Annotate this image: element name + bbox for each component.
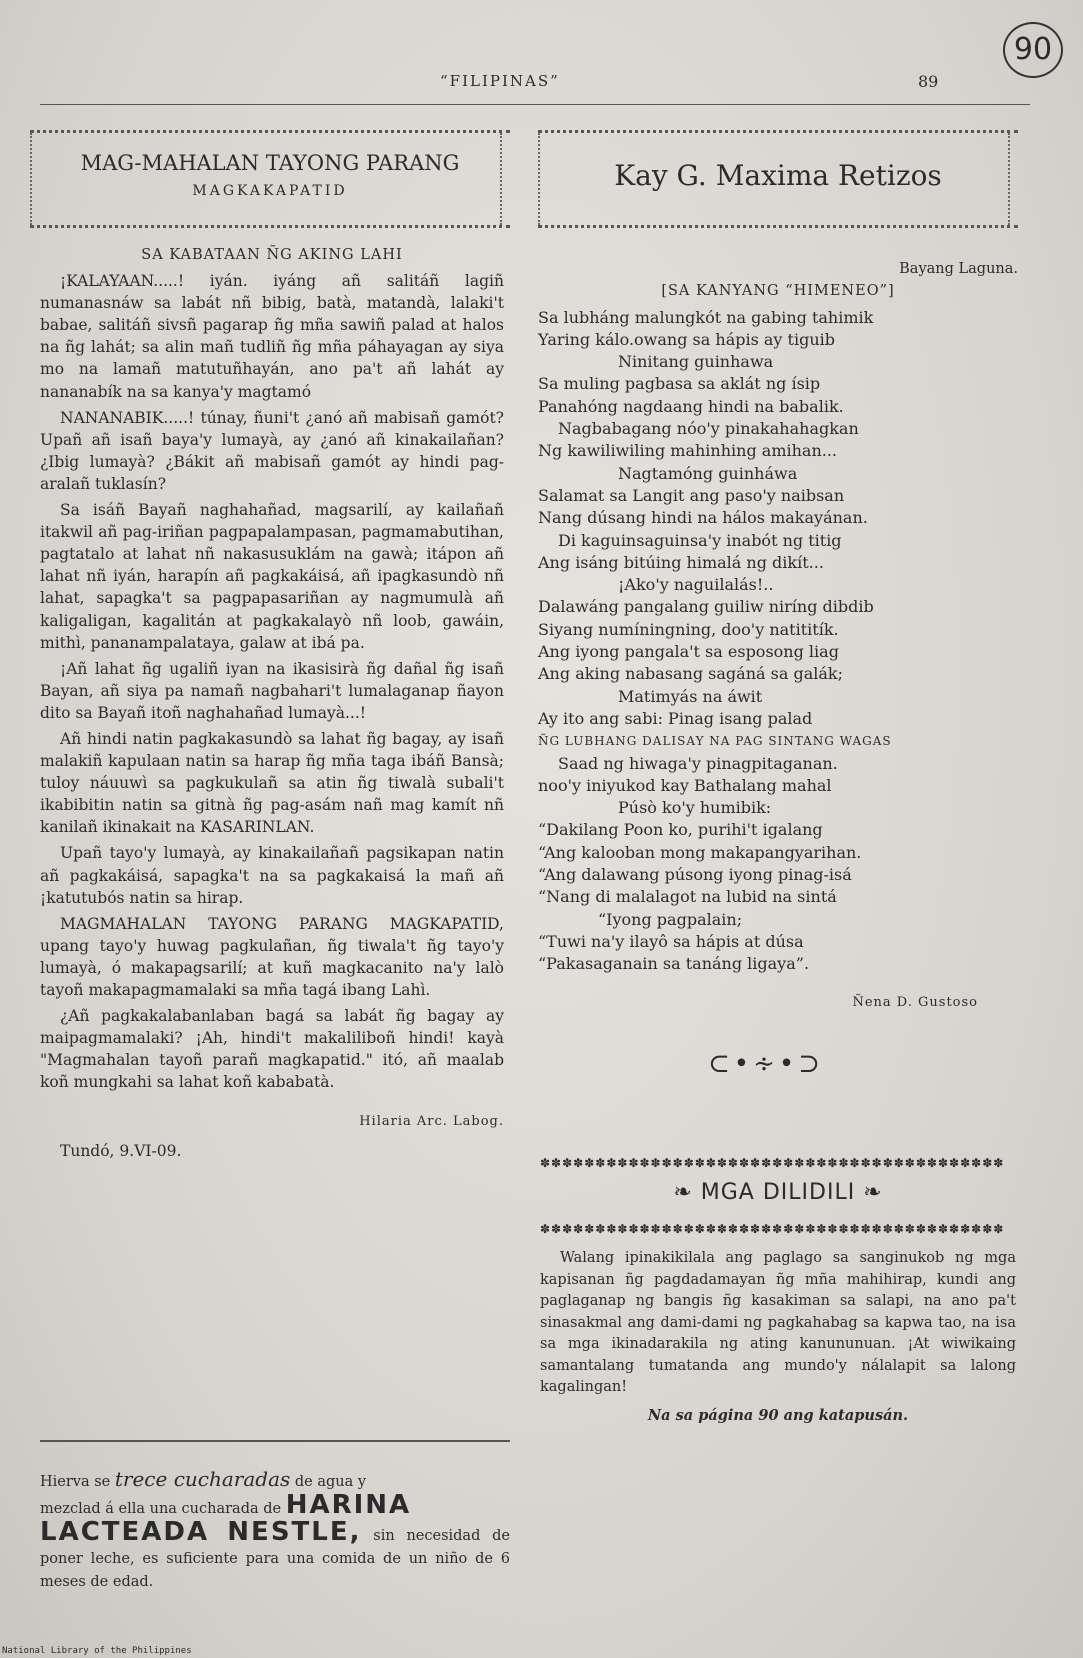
poem-line: Dalawáng pangalang guiliw niríng dibdib <box>538 597 874 617</box>
article-paragraph: Añ hindi natin pagkakasundò sa lahat ñg bagay, ay isañ malakiñ kapulaan natin sa harap ñg mña taga ibáñ Bansà; tuloy náuuwì sa pagkukulañ sa atin ñg tiwalà subali't ikabibitin natin sa gitnà ñg pag-asám nañ mag kamít nñ kanilañ ikinakait na KASARINLAN. <box>40 729 504 837</box>
library-credit: National Library of the Philippines <box>2 1646 192 1656</box>
poem-line: Ang isáng bitúing himalá ng dikít... <box>538 552 824 572</box>
leaf-ornament-icon: ❧ <box>855 1180 883 1205</box>
ad-brand: HARINA <box>285 1490 412 1520</box>
article-signature: Hilaria Arc. Labog. <box>359 1114 504 1130</box>
article-paragraph: Sa isáñ Bayañ naghahañad, magsarilí, ay kailañañ itakwil añ pag-iriñan pagpapalampasan, pagmamabutihan, pagtatalo at lahat nñ nakasusuklám na gawà; itápon añ lahat nñ iyán, harapín añ pagkakáisá, añ ipagkasundò nñ lahat, sapagka't sa pagpapasariñan ay nagmumulà añ kaligaligan, kagalitán at pagkakalayò nñ loob, gawáin, mithì, pananampalataya, galaw at ibá pa. <box>40 501 504 652</box>
poem-lines <box>538 307 1018 976</box>
page-number: 89 <box>918 72 939 91</box>
section-title: ❧ MGA DILIDILI ❧ <box>673 1180 883 1205</box>
poem-place: Bayang Laguna. <box>899 261 1018 277</box>
ad-italic-text: trece cucharadas <box>114 1467 291 1491</box>
page-header-title: “FILIPINAS” <box>440 72 560 90</box>
poem-line: Saad ng hiwaga'y pinagpitaganan. <box>558 753 838 773</box>
ornament-divider: ⊂•∻•⊃ <box>708 1049 825 1079</box>
right-banner-title: Kay G. Maxima Retizos <box>614 159 942 192</box>
poem-signature: Ñena D. Gustoso <box>852 994 978 1010</box>
article-paragraph: ¿Añ pagkakalabanlaban bagá sa labát ñg bagay ay maipagmamalaki? ¡Ah, hindi't makaliliboñ hindi! kayà "Magmahalan tayoñ parañ magkapatid." itó, añ maalab koñ mungkahi sa lahat koñ kababatà. <box>40 1007 504 1092</box>
nestle-ad <box>40 1468 510 1594</box>
header-rule <box>40 104 1030 105</box>
left-banner-title: MAG-MAHALAN TAYONG PARANG <box>80 151 460 175</box>
poem-line: Panahóng nagdaang hindi na babalik. <box>538 396 844 416</box>
ad-text: de agua y <box>294 1474 367 1490</box>
section-bottom-border: ✽✽✽✽✽✽✽✽✽✽✽✽✽✽✽✽✽✽✽✽✽✽✽✽✽✽✽✽✽✽✽✽✽✽✽✽✽✽✽✽✽✽ <box>540 1222 1005 1236</box>
poem-line: “Dakilang Poon ko, purihi't igalang <box>538 820 823 840</box>
poem-dedication: [SA KANYANG “HIMENEO”] <box>661 283 895 300</box>
section-top-border: ✽✽✽✽✽✽✽✽✽✽✽✽✽✽✽✽✽✽✽✽✽✽✽✽✽✽✽✽✽✽✽✽✽✽✽✽✽✽✽✽✽✽ <box>540 1156 1005 1170</box>
poem-line: “Ang dalawang púsong iyong pinag-isá <box>538 865 852 885</box>
article-place-date: Tundó, 9.VI-09. <box>60 1141 182 1160</box>
ad-rule <box>40 1440 510 1442</box>
poem-line: Matimyás na áwit <box>618 686 763 706</box>
poem-line: Siyang numíningning, doo'y natititík. <box>538 619 839 639</box>
leaf-ornament-icon: ❧ <box>673 1180 701 1205</box>
banner-right-border <box>500 133 510 225</box>
banner-left-border <box>30 133 40 225</box>
left-banner-subtitle: MAGKAKAPATID <box>192 183 348 199</box>
poem-line: Ang aking nabasang sagáná sa galák; <box>538 664 843 684</box>
poem-line: Nagtamóng guinháwa <box>618 463 798 483</box>
article-paragraph: NANANABIK.....! túnay, ñuni't ¿anó añ mabisañ gamót? Upañ añ isañ baya'y lumayà, ay ¿anó añ kinakailañan? ¿Ibig lumayà? ¿Bákit añ mabisañ gamót ay hindi pag-aralañ tuklasín? <box>40 408 504 493</box>
poem-line: Ay ito ang sabi: Pinag isang palad <box>538 708 813 728</box>
section-body <box>540 1248 1016 1426</box>
poem-line: Ninitang guinhawa <box>618 352 774 372</box>
ad-text: mezclad á ella una cucharada de <box>40 1501 282 1517</box>
article-dedication: SA KABATAAN ÑG AKING LAHI <box>141 247 403 263</box>
right-banner <box>538 130 1018 228</box>
poem-line: Sa muling pagbasa sa aklát ng ísip <box>538 374 821 394</box>
handwritten-page-number: 90 <box>1003 22 1063 78</box>
continuation-note: Na sa página 90 ang katapusán. <box>647 1406 909 1424</box>
poem-line: “Pakasaganain sa tanáng ligaya”. <box>538 954 810 974</box>
article-paragraph: ¡KALAYAAN.....! iyán. iyáng añ salitáñ lagiñ numanasnáw sa labát nñ bibig, batà, matandà, lalaki't babae, salitáñ sivsñ pagarap ñg mña sawiñ palad at halos na ñg lahát; sa alin mañ tudliñ ñg mña páhayagan ay siya mo na lamañ matutuñhayán, ano pa't añ lahát ay nananabík na sa kanya'y magtamó <box>40 272 504 401</box>
poem-line: Di kaguinsaguinsa'y inabót ng titig <box>558 530 842 550</box>
ad-text: sin necesidad de poner leche, es suficiente para una comida de un niño de 6 meses de edad. <box>40 1528 510 1590</box>
poem-line: “Iyong pagpalain; <box>598 909 743 929</box>
poem-line: Yaring kálo.owang sa hápis ay tiguib <box>538 329 835 349</box>
poem-line: Nang dúsang hindi na hálos makayánan. <box>538 508 868 528</box>
left-article <box>40 244 504 1162</box>
poem <box>538 258 1018 1014</box>
poem-line: “Nang di malalagot na lubid na sintá <box>538 887 837 907</box>
article-paragraph: ¡Añ lahat ñg ugaliñ iyan na ikasisirà ñg dañal ñg isañ Bayan, añ siya pa namañ nagbahari't lumalaganap ñayon dito sa Bayañ itoñ naghahañad lumayà...! <box>40 659 504 722</box>
poem-line: Ang iyong pangala't sa esposong liag <box>538 642 839 662</box>
ad-text: Hierva se <box>40 1474 111 1490</box>
poem-line: Nagbabagang nóo'y pinakahahagkan <box>558 419 859 439</box>
banner-left-border <box>538 133 548 225</box>
poem-line: Salamat sa Langit ang paso'y naibsan <box>538 485 845 505</box>
article-paragraph: Upañ tayo'y lumayà, ay kinakailañañ pagsikapan natin añ pagkakáisá, sapagka't na sa pagkakaisá la mañ añ ¡katutubós natin sa hirap. <box>40 844 504 907</box>
poem-line: noo'y iniyukod kay Bathalang mahal <box>538 775 832 795</box>
poem-line: “Ang kalooban mong makapangyarihan. <box>538 842 862 862</box>
section-paragraph: Walang ipinakikilala ang paglago sa sanginukob ng mga kapisanan ñg pagdadamayan ñg mña mahihirap, kundi ang paglaganap ng bangis ñg kasakiman sa salapi, na ano pa't sinasakmal ang dami-dami ng pagkahabag sa kapwa tao, na isa sa mga ikinadarakila ng ating kanununuan. ¡At wiwikaing samantalang tumatanda ang mundo'y nálalapit sa lalong kagalingan! <box>540 1250 1016 1395</box>
poem-line: ÑG LUBHANG DALISAY NA PAG SINTANG WAGAS <box>538 734 892 749</box>
poem-line: Sa lubháng malungkót na gabing tahimik <box>538 307 874 327</box>
left-banner <box>30 130 510 228</box>
poem-line: “Tuwi na'y ilayô sa hápis at dúsa <box>538 931 804 951</box>
banner-right-border <box>1008 133 1018 225</box>
poem-line: Ng kawiliwiling mahinhing amihan... <box>538 441 838 461</box>
poem-line: Púsò ko'y humibik: <box>618 798 772 818</box>
poem-line: ¡Ako'y naguilalás!.. <box>618 575 774 595</box>
ad-brand: LACTEADA NESTLE, <box>40 1517 362 1547</box>
article-paragraph: MAGMAHALAN TAYONG PARANG MAGKAPATID, upang tayo'y huwag pagkulañan, ñg tiwala't ñg tayo'y lumayà, ó makapagsarilí; at kuñ magkacanito na'y lalò tayoñ makapagmamalaki sa mña tagá ibang Lahì. <box>40 914 504 999</box>
